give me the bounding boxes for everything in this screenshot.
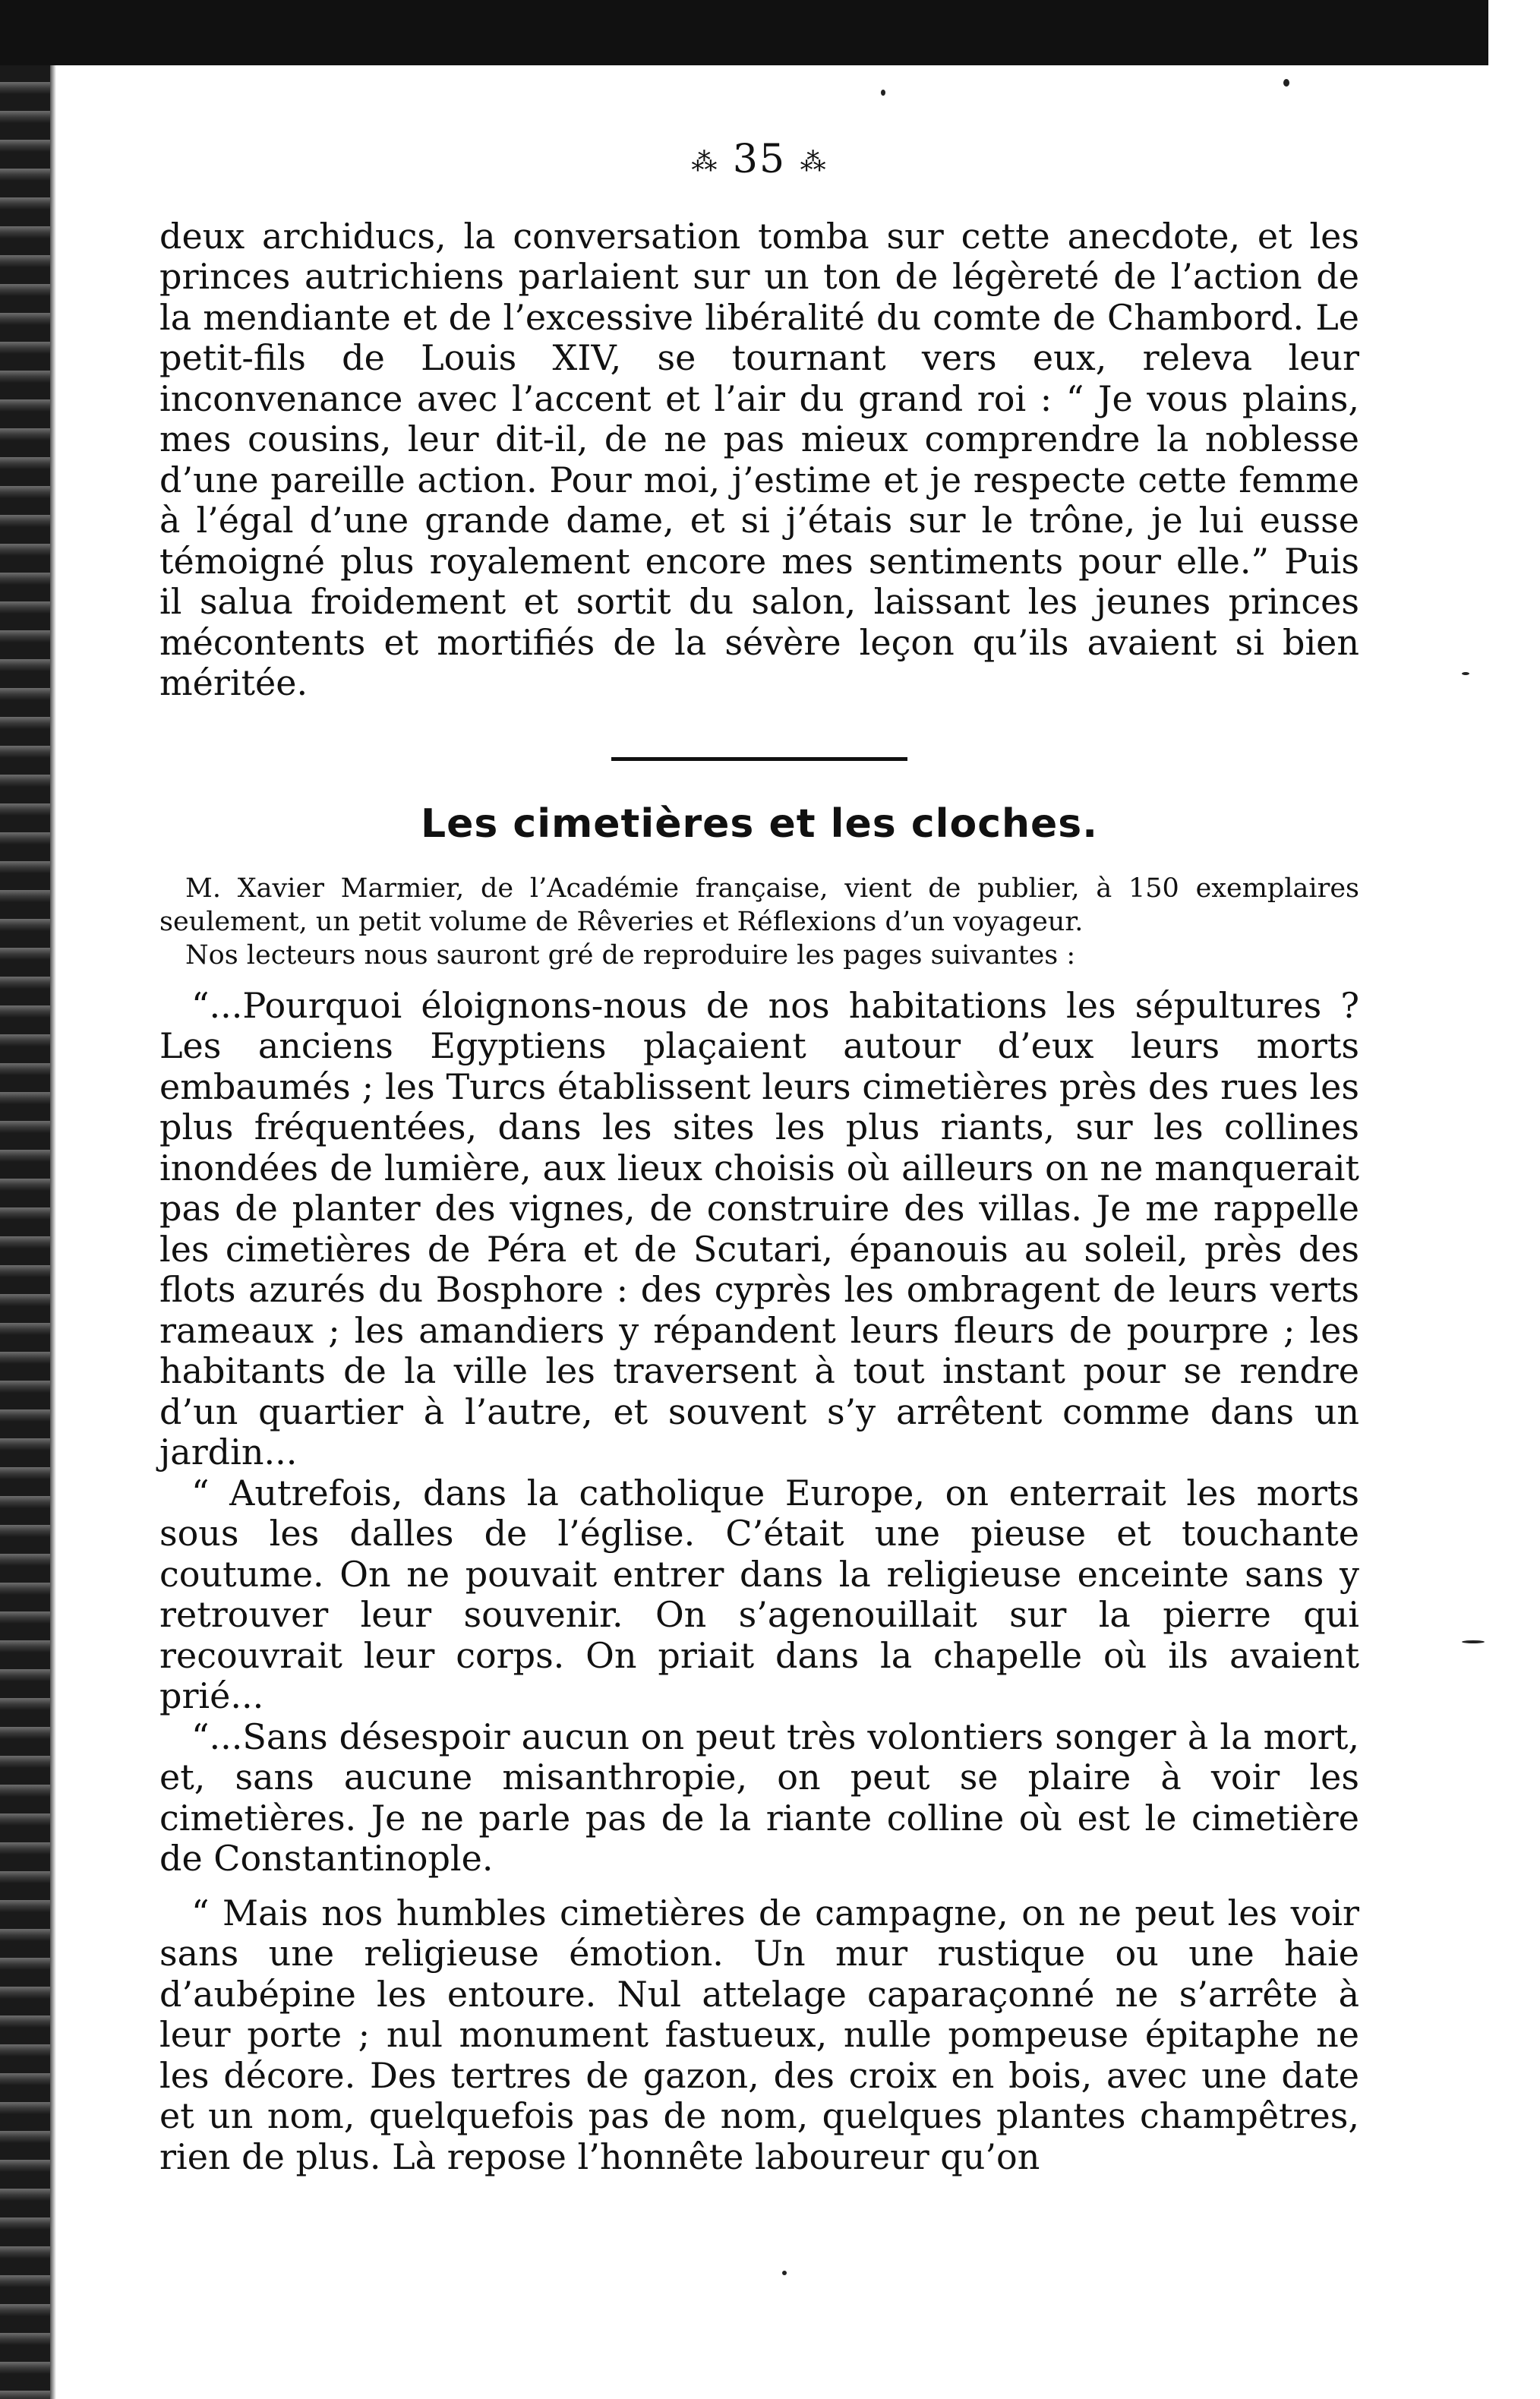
intro-note: M. Xavier Marmier, de l’Académie française, vient de publier, à 150 exemplaires seulement, un petit volume de Rêveries et Réflexions d’un voyageur. [159,873,1359,937]
page-number: 35 [732,137,787,182]
document-page [159,133,1359,2177]
paragraph-autrefois: “ Autrefois, dans la catholique Europe, on enterrait les morts sous les dalles de l’église. C’était une pieuse et touchante coutume. On ne pouvait entrer dans la religieuse enceinte sans y retrouver leur souvenir. On s’agenouillait sur la pierre qui recouvrait leur corps. On priait dans la chapelle où ils avaient prié... [159,1472,1359,1716]
page-number-header [159,133,1359,189]
scan-speck [782,2271,787,2275]
intro-note-second: Nos lecteurs nous sauront gré de reproduire les pages suivantes : [185,939,1076,971]
scan-speck [1283,79,1289,87]
paragraph-cimetieres-campagne: “ Mais nos humbles cimetières de campagne, on ne peut les voir sans une religieuse émotion. Un mur rustique ou une haie d’aubépine les entoure. Nul attelage caparaçonné ne s’arrête à leur porte ; nul monument fastueux, nulle pompeuse épitaphe ne les décore. Des tertres de gazon, des croix en bois, avec une date et un nom, quelquefois pas de nom, quelques plantes champêtres, rien de plus. Là repose l’honnête laboureur qu’on [159,1892,1359,2177]
scan-left-border [0,65,50,2399]
ornament-right-icon: ⁂ [800,147,828,178]
scan-speck [881,90,885,96]
section-divider [611,757,907,761]
ornament-left-icon: ⁂ [691,147,719,178]
paragraph-sepultures: “...Pourquoi éloignons-nous de nos habitations les sépultures ? Les anciens Egyptiens plaçaient autour d’eux leurs morts embaumés ; les Turcs établissent leurs cimetières près des rues les plus fréquentées, dans les sites les plus riants, sur les collines inondées de lumière, aux lieux choisis où ailleurs on ne manquerait pas de planter des vignes, de construire des villas. Je me rappelle les cimetières de Péra et de Scutari, épanouis au soleil, près des flots azurés du Bosphore : des cyprès les ombragent de leurs verts rameaux ; les amandiers y répandent leurs fleurs de pourpre ; les habitants de la ville les traversent à tout instant pour se rendre d’un quartier à l’autre, et souvent s’y arrêtent comme dans un jardin... [159,984,1359,1473]
scan-top-border [0,0,1488,65]
scan-speck [1462,672,1469,675]
section-title: Les cimetières et les cloches. [420,800,1099,847]
paragraph-sans-desespoir: “...Sans désespoir aucun on peut très volontiers songer à la mort, et, sans aucune misanthropie, on peut se plaire à voir les cimetières. Je ne parle pas de la riante colline où est le cimetière de Constantinople. [159,1716,1359,1879]
paragraph-anecdote: deux archiducs, la conversation tomba sur cette anecdote, et les princes autrichiens parlaient sur un ton de légèreté de l’action de la mendiante et de l’excessive libéralité du comte de Chambord. Le petit-fils de Louis XIV, se tournant vers eux, releva leur inconvenance avec l’accent et l’air du grand roi : “ Je vous plains, mes cousins, leur dit-il, de ne pas mieux comprendre la noblesse d’une pareille action. Pour moi, j’estime et je respecte cette femme à l’égal d’une grande dame, et si j’étais sur le trône, je lui eusse témoigné plus royalement encore mes sentiments pour elle.” Puis il salua froidement et sortit du salon, laissant les jeunes princes mécontents et mortifiés de la sévère leçon qu’ils avaient si bien méritée. [159,215,1359,703]
scan-speck [1462,1640,1485,1643]
